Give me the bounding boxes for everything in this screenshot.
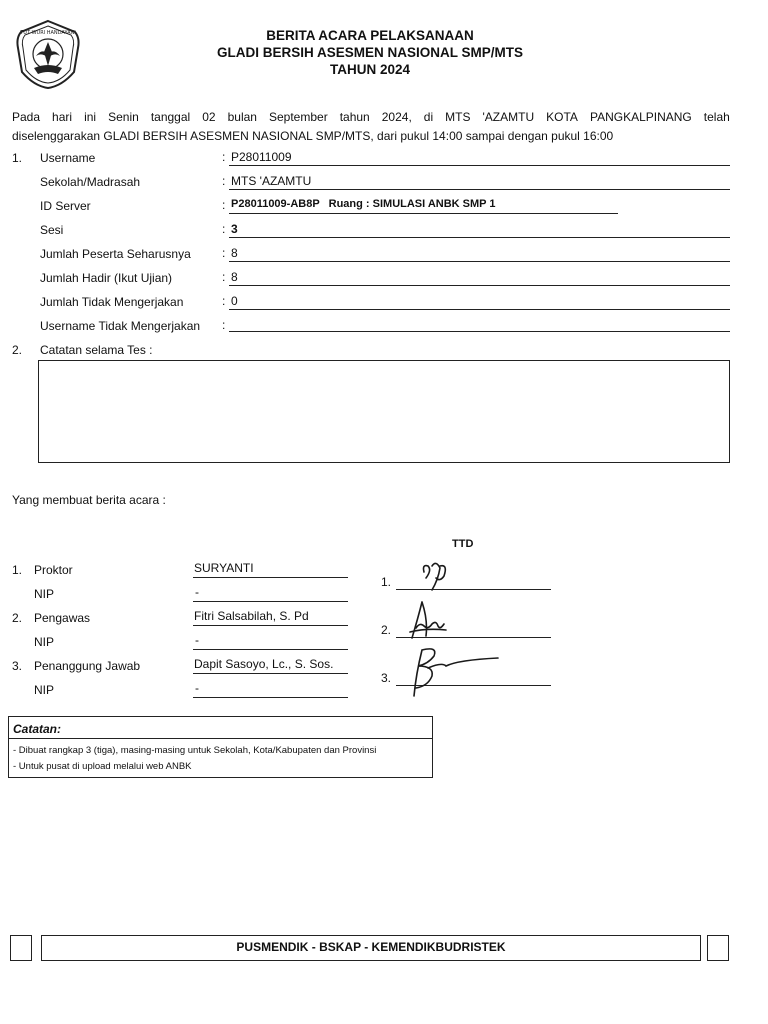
value-jumlah-hadir: 8 <box>231 270 238 284</box>
footer-right-box <box>707 935 729 961</box>
underline <box>229 285 730 286</box>
underline <box>229 165 730 166</box>
intro-word: September <box>268 110 328 124</box>
colon: : <box>222 150 226 164</box>
label-username: Username <box>40 151 96 165</box>
intro-word: hari <box>52 110 73 124</box>
ttd-label: TTD <box>452 538 474 550</box>
signer-2-nip-label: NIP <box>34 635 55 649</box>
intro-line-1 <box>12 108 730 127</box>
notes-box <box>38 360 730 463</box>
signer-3-nip: - <box>195 681 199 695</box>
underline <box>229 309 730 310</box>
underline <box>229 261 730 262</box>
intro-paragraph <box>12 108 730 146</box>
catatan-title: Catatan: <box>9 717 432 739</box>
signer-1-nip-label: NIP <box>34 587 55 601</box>
title-line-3: TAHUN 2024 <box>329 62 411 77</box>
signer-1-nip: - <box>195 585 199 599</box>
footer-left-box <box>10 935 32 961</box>
colon: : <box>222 270 226 284</box>
colon: : <box>222 198 226 212</box>
item-number-1: 1. <box>12 151 23 165</box>
value-jumlah-peserta: 8 <box>231 246 238 260</box>
underline <box>193 673 348 674</box>
value-tidak-mengerjakan: 0 <box>231 294 238 308</box>
underline <box>229 237 730 238</box>
value-sekolah: MTS 'AZAMTU <box>231 174 312 188</box>
label-id-server: ID Server <box>40 199 91 213</box>
underline <box>229 331 730 332</box>
item-number-2: 2. <box>12 343 23 357</box>
label-jumlah-hadir: Jumlah Hadir (Ikut Ujian) <box>40 271 173 285</box>
underline <box>193 577 348 578</box>
signer-3-nip-label: NIP <box>34 683 55 697</box>
colon: : <box>222 174 226 188</box>
title-line-1: BERITA ACARA PELAKSANAAN <box>266 28 474 43</box>
intro-word: MTS <box>445 110 471 124</box>
underline <box>193 601 348 602</box>
underline <box>229 213 618 214</box>
underline <box>193 697 348 698</box>
sig-number-1: 1. <box>381 575 392 589</box>
intro-word: bulan <box>227 110 257 124</box>
intro-word: 02 <box>202 110 216 124</box>
intro-word: di <box>423 110 434 124</box>
value-username: P28011009 <box>231 150 292 164</box>
intro-word: Pada <box>12 110 41 124</box>
colon: : <box>222 222 226 236</box>
title-line-2: GLADI BERSIH ASESMEN NASIONAL SMP/MTS <box>216 45 524 60</box>
sig-number-2: 2. <box>381 623 392 637</box>
label-sesi: Sesi <box>40 223 64 237</box>
tut-wuri-handayani-logo <box>12 18 84 90</box>
intro-word: telah <box>703 110 730 124</box>
intro-word: tahun <box>339 110 370 124</box>
colon: : <box>222 318 226 332</box>
signer-1-role: Proktor <box>34 563 73 577</box>
intro-word: tanggal <box>150 110 191 124</box>
signer-3-number: 3. <box>12 659 23 673</box>
signer-1-name: SURYANTI <box>194 561 254 575</box>
colon: : <box>222 294 226 308</box>
signature-1 <box>410 556 470 596</box>
intro-word: Senin <box>108 110 139 124</box>
signer-2-number: 2. <box>12 611 23 625</box>
label-username-tidak-mengerjakan: Username Tidak Mengerjakan <box>40 319 201 333</box>
sig-number-3: 3. <box>381 671 392 685</box>
signature-2 <box>402 598 462 642</box>
catatan-item-1: - Dibuat rangkap 3 (tiga), masing-masing untuk Sekolah, Kota/Kabupaten dan Provinsi <box>13 745 377 756</box>
intro-word: 2024, <box>381 110 412 124</box>
value-id-server: P28011009-AB8P Ruang : SIMULASI ANBK SMP 1 <box>231 198 496 210</box>
underline <box>193 625 348 626</box>
signature-3 <box>398 644 502 700</box>
intro-word: ini <box>84 110 97 124</box>
signer-3-name: Dapit Sasoyo, Lc., S. Sos. <box>194 657 334 671</box>
signer-2-nip: - <box>195 633 199 647</box>
signer-2-role: Pengawas <box>34 611 91 625</box>
label-catatan-tes: Catatan selama Tes : <box>40 343 153 357</box>
label-jumlah-peserta: Jumlah Peserta Seharusnya <box>40 247 191 261</box>
signer-1-number: 1. <box>12 563 23 577</box>
signer-3-role: Penanggung Jawab <box>34 659 141 673</box>
value-sesi: 3 <box>231 222 238 236</box>
catatan-box <box>8 716 433 778</box>
label-tidak-mengerjakan: Jumlah Tidak Mengerjakan <box>40 295 184 309</box>
intro-line-2: diselenggarakan GLADI BERSIH ASESMEN NASIONAL SMP/MTS, dari pukul 14:00 sampai dengan pukul 16:00 <box>12 129 614 143</box>
underline <box>193 649 348 650</box>
underline <box>229 189 730 190</box>
svg-text:TUT WURI HANDAYANI: TUT WURI HANDAYANI <box>20 30 76 36</box>
intro-word: PANGKALPINANG <box>589 110 692 124</box>
label-sekolah: Sekolah/Madrasah <box>40 175 141 189</box>
signers-heading: Yang membuat berita acara : <box>12 493 166 507</box>
signer-2-name: Fitri Salsabilah, S. Pd <box>194 609 309 623</box>
footer-bar: PUSMENDIK - BSKAP - KEMENDIKBUDRISTEK <box>41 935 701 961</box>
catatan-item-2: - Untuk pusat di upload melalui web ANBK <box>13 761 192 772</box>
intro-word: 'AZAMTU <box>482 110 535 124</box>
intro-word: KOTA <box>546 110 578 124</box>
colon: : <box>222 246 226 260</box>
